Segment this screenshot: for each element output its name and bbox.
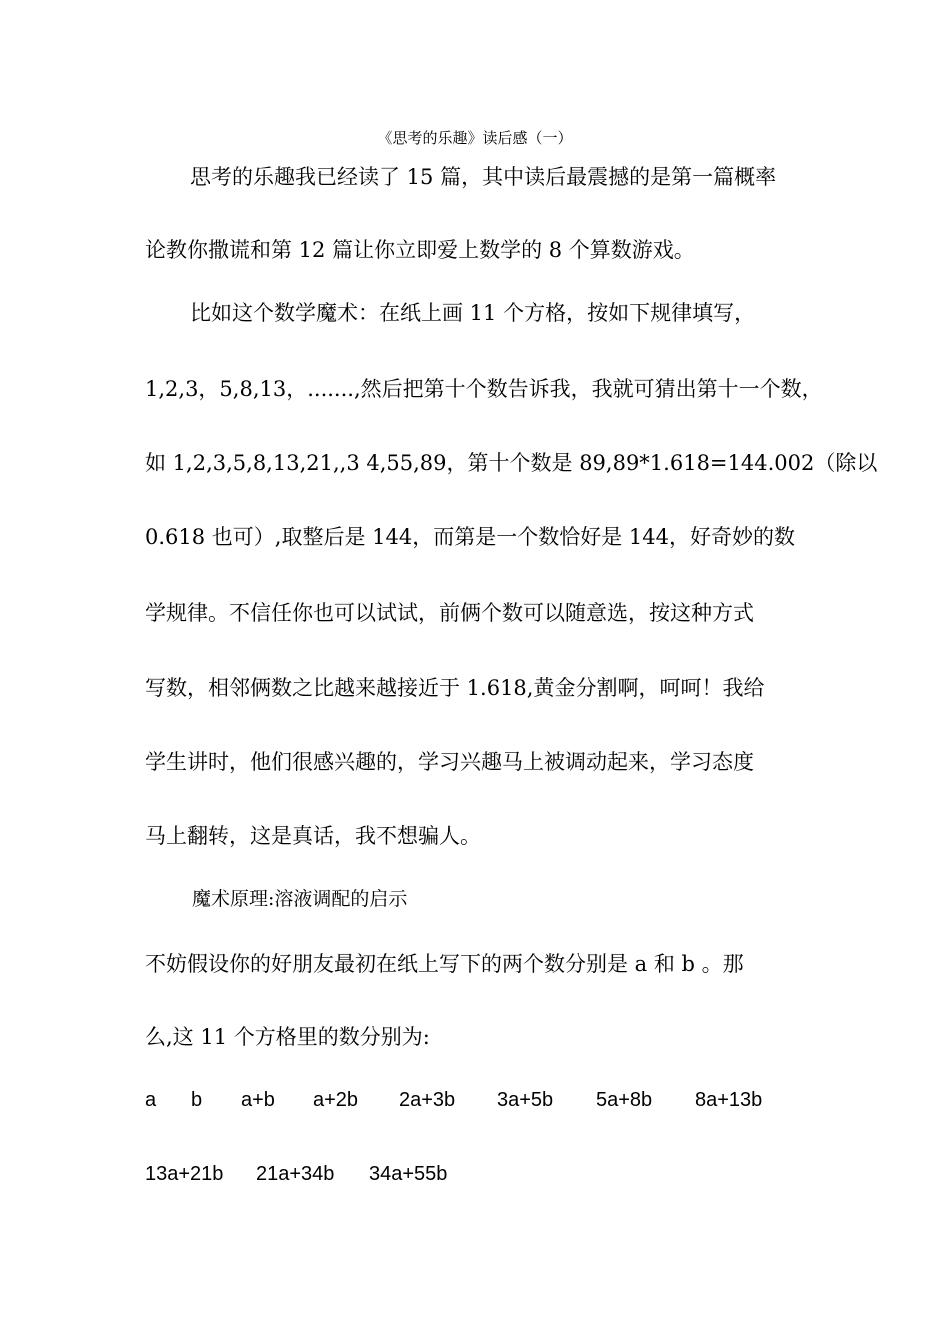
sequence-term: 34a+55b — [369, 1163, 448, 1185]
paragraph1-line2: 论教你撒谎和第 12 篇让你立即爱上数学的 8 个算数游戏。 — [145, 238, 695, 262]
sequence-term: a+b — [241, 1089, 275, 1111]
paragraph3-line2: 么,这 11 个方格里的数分别为: — [145, 1025, 430, 1049]
sequence-term: 13a+21b — [145, 1163, 224, 1185]
paragraph2-line1: 比如这个数学魔术：在纸上画 11 个方格，按如下规律填写， — [190, 301, 756, 325]
paragraph2-line5: 学规律。不信任你也可以试试，前俩个数可以随意选，按这种方式 — [145, 601, 754, 625]
sequence-term: a — [145, 1089, 157, 1111]
paragraph2-line4: 0.618 也可）,取整后是 144，而第是一个数恰好是 144，好奇妙的数 — [145, 525, 795, 549]
subheading: 魔术原理:溶液调配的启示 — [192, 888, 408, 910]
paragraph3-line1: 不妨假设你的好朋友最初在纸上写下的两个数分别是 a 和 b 。那 — [145, 952, 744, 976]
paragraph1-line1: 思考的乐趣我已经读了 15 篇，其中读后最震撼的是第一篇概率 — [190, 165, 777, 189]
sequence-term: 5a+8b — [596, 1089, 653, 1111]
sequence-term: 2a+3b — [399, 1089, 456, 1111]
sequence-term: a+2b — [313, 1089, 359, 1111]
document-title: 《思考的乐趣》读后感（一） — [377, 129, 573, 147]
sequence-term: 3a+5b — [497, 1089, 554, 1111]
sequence-term: 8a+13b — [695, 1089, 763, 1111]
sequence-term: b — [191, 1089, 203, 1111]
paragraph2-line2: 1,2,3，5,8,13，.......,然后把第十个数告诉我，我就可猜出第十一个数， — [145, 377, 823, 401]
paragraph2-line3: 如 1,2,3,5,8,13,21,,3 4,55,89，第十个数是 89,89*1.618=144.002（除以 — [145, 451, 878, 475]
paragraph2-line6: 写数，相邻俩数之比越来越接近于 1.618,黄金分割啊，呵呵！我给 — [145, 676, 765, 700]
sequence-term: 21a+34b — [256, 1163, 335, 1185]
paragraph2-line7: 学生讲时，他们很感兴趣的，学习兴趣马上被调动起来，学习态度 — [145, 750, 754, 774]
paragraph2-line8: 马上翻转，这是真话，我不想骗人。 — [145, 824, 481, 848]
